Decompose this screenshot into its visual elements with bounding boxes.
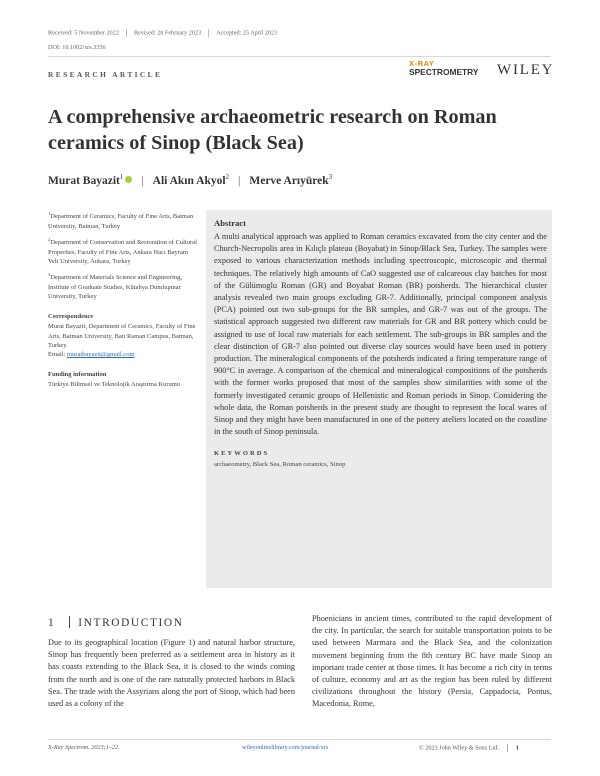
divider bbox=[126, 29, 127, 37]
accepted-date: Accepted: 25 April 2023 bbox=[216, 29, 278, 37]
journal-logo-line2: SPECTROMETRY bbox=[409, 67, 479, 77]
journal-logo-line1: X-RAY bbox=[409, 59, 435, 68]
author-name[interactable]: Ali Akın Akyol bbox=[152, 174, 226, 187]
funding-text: Türkiye Bilimsel ve Teknolojik Araştırma Kurumu bbox=[48, 381, 181, 389]
divider bbox=[208, 29, 209, 37]
author-affiliation-number: 1 bbox=[119, 173, 124, 181]
author-affiliation-number: 2 bbox=[225, 173, 230, 181]
copyright: © 2023 John Wiley & Sons Ltd. bbox=[419, 744, 499, 752]
figure-reference-link[interactable]: 1 bbox=[188, 638, 193, 647]
abstract-box bbox=[206, 210, 552, 588]
header-rule bbox=[48, 56, 551, 57]
section-title: INTRODUCTION bbox=[78, 617, 184, 629]
section-heading-introduction bbox=[48, 616, 184, 629]
abstract-text: A multi analytical approach was applied to Roman ceramics excavated from the city center and the Church-Necropolis area in Kılıçlı plateau (Boyabat) in Sinop/Black Sea, Turkey. The samples were exposed to various characterization methods including spectroscopic, microscopic and thermal techniques. The relatively high amounts of CaO suggested use of calcareous clay batches for most of the Gülümoglu Roman (GR) and Boyabat Roman (BR) potsherds. The hierarchical cluster analysis revealed two main groups excluding GR-7. Additionally, principal component analysis (PCA) pointed out two sub-groups for the BR samples, and GR-7 was out of the groups. The statistical approach suggested two different raw materials for GR and BR pottery which could be assigned to use of local raw materials for each settlement. The sub-groups in BR samples and the clear distinction of GR-7 also pointed out diverse clay sources would have been used in pottery production. The mineralogical components of the potsherds indicated a firing temperature range of 900°C in average. A comparison of the chemical and mineralogical compositions of the potsherds with the former works proposed that most of the samples show similarities with some of the formerly investigated ceramic groups of Hellenistic and Roman periods in Sinop. Considering the whole data, the Roman potsherds in the present study are thought to represent the local wares of Sinop and they might have been manufactured in one of the pottery ateliers located on the coastline in the south of Sinop peninsula. bbox=[214, 232, 547, 437]
publisher-logo[interactable]: WILEY bbox=[497, 62, 555, 78]
author-name[interactable]: Murat Bayazit bbox=[48, 174, 120, 187]
author-name[interactable]: Merve Arıyürek bbox=[249, 174, 329, 187]
sidebar bbox=[48, 209, 198, 394]
correspondence-text: Murat Bayazit, Department of Ceramics, Faculty of Fine Arts, Batman University, Batı Raman Campus, Batman, Turkey. Email: muratbayazit@gmail.com bbox=[48, 323, 196, 359]
keywords-heading: KEYWORDS bbox=[214, 450, 270, 458]
journal-citation: X-Ray Spectrom. 2023;1–22. bbox=[48, 744, 120, 751]
page-number: 1 bbox=[515, 744, 519, 752]
orcid-icon[interactable] bbox=[125, 176, 132, 183]
revised-date: Revised: 28 February 2023 bbox=[133, 29, 202, 37]
affiliation: $^3$Department of Materials Science and Engineering, Institute of Graduate Studies, Kütahya Dumlupınar University, Turkey bbox=[48, 272, 183, 301]
footer-rule bbox=[48, 739, 551, 740]
article-title: A comprehensive archaeometric research on Roman ceramics of Sinop (Black Sea) bbox=[48, 106, 497, 154]
email-link[interactable]: muratbayazit@gmail.com bbox=[66, 351, 135, 359]
funding-heading: Funding information bbox=[48, 370, 107, 378]
affiliation: $^1$Department of Ceramics, Faculty of Fine Arts, Batman University, Batman, Turkey bbox=[48, 211, 194, 230]
section-tag: RESEARCH ARTICLE bbox=[48, 70, 163, 79]
doi[interactable]: DOI: 10.1002/xrs.3356 bbox=[48, 44, 106, 51]
correspondence-heading: Correspondence bbox=[48, 312, 94, 320]
journal-url-link[interactable]: wileyonlinelibrary.com/journal/xrs bbox=[242, 744, 329, 751]
footer-right bbox=[419, 744, 519, 752]
article-dates bbox=[48, 29, 277, 37]
received-date: Received: 5 November 2022 bbox=[48, 29, 119, 37]
author-affiliation-number: 3 bbox=[328, 173, 333, 181]
section-number: 1 bbox=[48, 617, 56, 629]
keywords-text: archaeometry, Black Sea, Roman ceramics, Sinop bbox=[214, 461, 346, 469]
affiliation: $^2$Department of Conservation and Restoration of Cultural Properties, Faculty of Fine Arts, Ankara Hacı Bayram Veli University, Ankara, Turkey bbox=[48, 236, 197, 265]
intro-column-left: Due to its geographical location (Figure 1) and natural harbor structure, Sinop has frequently been preferred as a settlement area in history as it has coasts extending to the Black Sea, it is closed to the winds coming from the north and is one of the rare naturally protected harbors in Black Sea. The trade with the Assyrians along the port of Sinop, which had been used as a colony of the bbox=[48, 638, 295, 709]
journal-logo[interactable] bbox=[409, 60, 479, 76]
intro-column-right: Phoenicians in ancient times, contributed to the rapid development of the city. In particular, the search for suitable transportation points to be used between Marmara and the Black Sea, and the colonization movement beginning from the 8th century BC have made Sinop an important trade center at those times. It has become a rich city in terms of culture, economy and art as the region has been ruled by different civilizations throughout the history (Persia, Cappadocia, Pontus, Macedonia, Rome, bbox=[312, 614, 552, 709]
abstract-heading: Abstract bbox=[214, 218, 246, 228]
author-list: Murat Bayazit$^1$ | Ali Akın Akyol$^2$ | Merve Arıyürek$^3$ bbox=[48, 173, 333, 187]
